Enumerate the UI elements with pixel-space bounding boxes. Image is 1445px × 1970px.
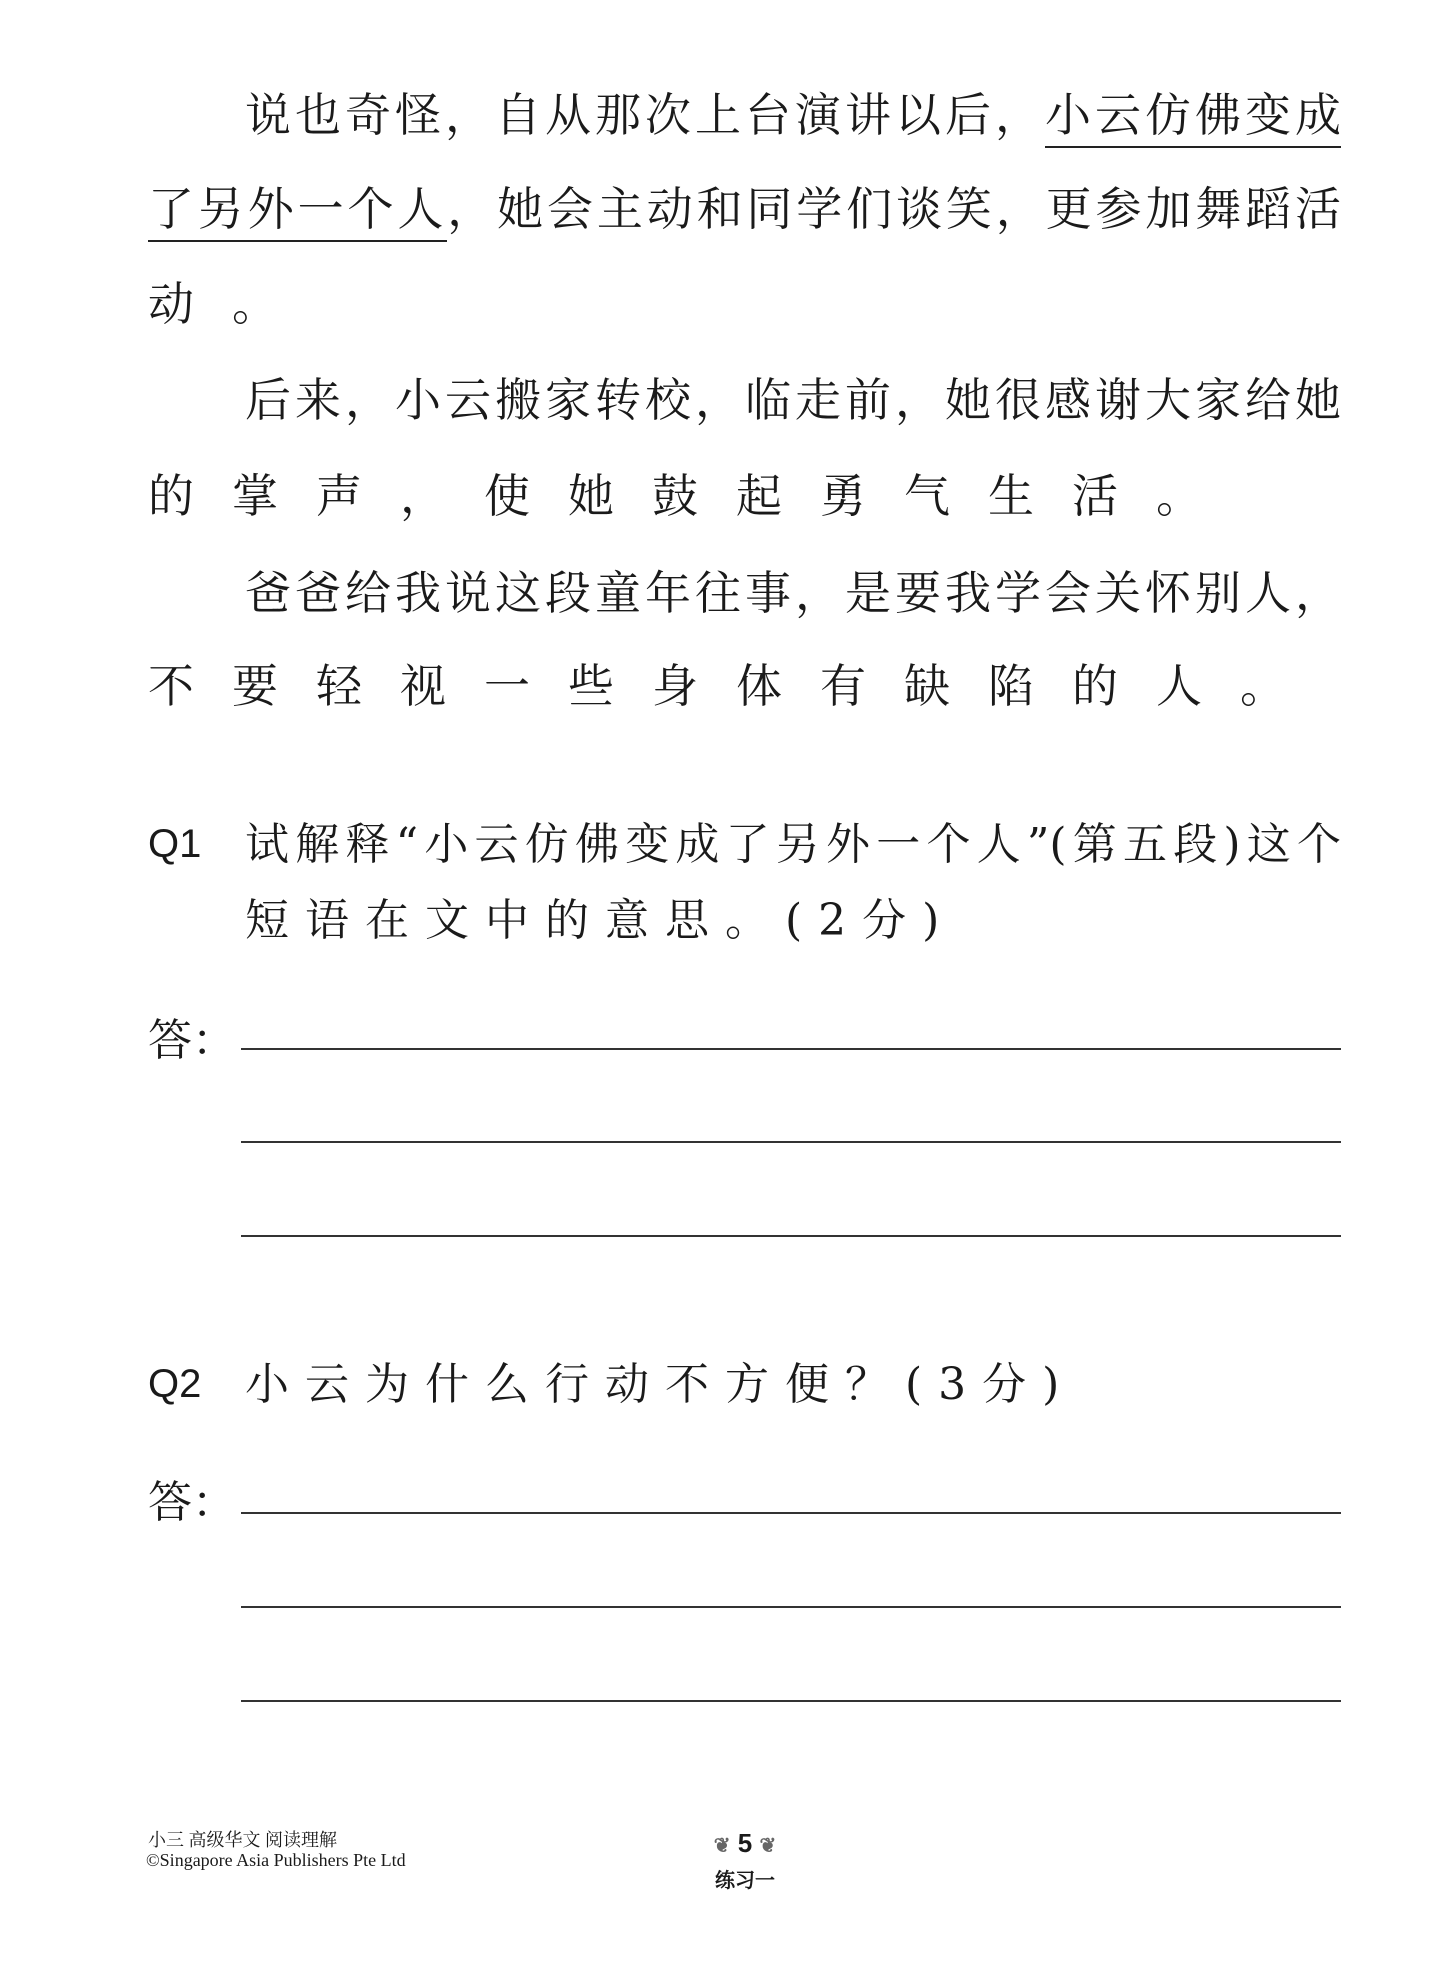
answer-line[interactable] bbox=[241, 1235, 1341, 1237]
book-title: 小三 高级华文 阅读理解 bbox=[148, 1830, 337, 1850]
answer-line[interactable] bbox=[241, 1512, 1341, 1514]
answer-line[interactable] bbox=[241, 1141, 1341, 1143]
answer-line[interactable] bbox=[241, 1606, 1341, 1608]
question-text: 小云为什么行动不方便？(3分) bbox=[245, 1359, 1076, 1410]
underlined-phrase: 了另外一个人 bbox=[148, 182, 447, 242]
answer-label: 答： bbox=[148, 1477, 236, 1528]
text: ，她会主动和同学们谈笑，更参加舞蹈活 bbox=[447, 182, 1342, 236]
passage-line: 不要轻视一些身体有缺陷的人。 bbox=[148, 659, 1324, 713]
question-number: Q1 bbox=[148, 822, 202, 866]
passage-line: 的掌声，使她鼓起勇气生活。 bbox=[148, 469, 1240, 523]
passage-line: 后来，小云搬家转校，临走前，她很感谢大家给她 bbox=[245, 373, 1341, 427]
question-text: 试解释“小云仿佛变成了另外一个人”(第五段)这个 bbox=[245, 819, 1341, 870]
answer-line[interactable] bbox=[241, 1048, 1341, 1050]
answer-line[interactable] bbox=[241, 1700, 1341, 1702]
question-number: Q2 bbox=[148, 1362, 202, 1406]
passage-line bbox=[245, 85, 1341, 145]
passage-line bbox=[148, 179, 1341, 239]
apple-icon: ❦ bbox=[759, 1835, 777, 1857]
apple-icon: ❦ bbox=[713, 1835, 731, 1857]
text: 说也奇怪，自从那次上台演讲以后， bbox=[245, 88, 1045, 142]
page-number-block bbox=[700, 1828, 790, 1859]
page-number: 5 bbox=[737, 1828, 753, 1858]
underlined-phrase: 小云仿佛变成 bbox=[1045, 88, 1341, 148]
exercise-label: 练习一 bbox=[715, 1870, 775, 1892]
copyright: ©Singapore Asia Publishers Pte Ltd bbox=[146, 1850, 406, 1870]
answer-label: 答： bbox=[148, 1015, 236, 1066]
question-text: 短语在文中的意思。(2分) bbox=[245, 895, 956, 946]
passage-line: 爸爸给我说这段童年往事，是要我学会关怀别人， bbox=[245, 566, 1341, 620]
passage-line: 动。 bbox=[148, 277, 316, 331]
